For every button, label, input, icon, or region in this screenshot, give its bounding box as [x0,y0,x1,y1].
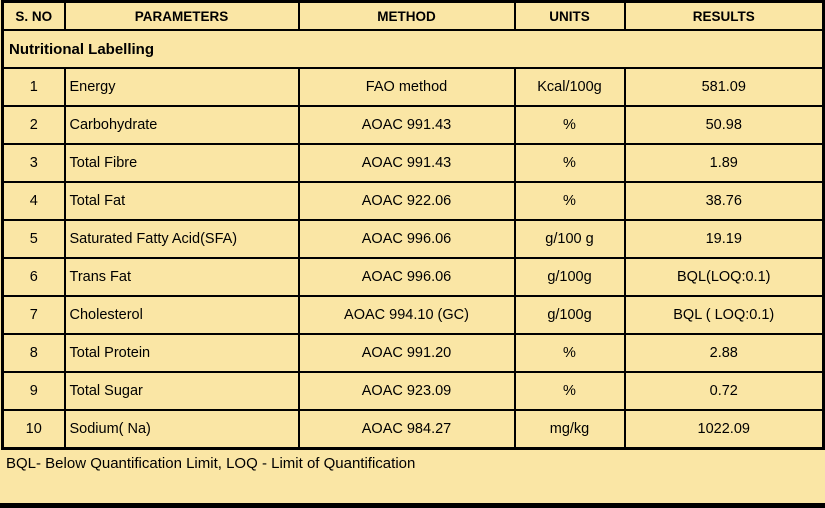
cell-units: % [515,372,625,410]
cell-result: 1.89 [625,144,824,182]
cell-units: g/100g [515,296,625,334]
table-row [3,182,824,220]
cell-result: 0.72 [625,372,824,410]
col-header-sno: S. NO [3,2,65,31]
table-row [3,334,824,372]
cell-sno: 5 [3,220,65,258]
cell-result: BQL ( LOQ:0.1) [625,296,824,334]
footnote: BQL- Below Quantification Limit, LOQ - Limit of Quantification [6,455,416,472]
cell-method: AOAC 994.10 (GC) [299,296,515,334]
cell-sno: 4 [3,182,65,220]
cell-result: 19.19 [625,220,824,258]
col-header-results: RESULTS [625,2,824,31]
cell-units: mg/kg [515,410,625,449]
cell-method: AOAC 922.06 [299,182,515,220]
cell-units: g/100 g [515,220,625,258]
cell-units: % [515,334,625,372]
cell-method: AOAC 996.06 [299,258,515,296]
table-header [3,2,824,69]
cell-parameter: Trans Fat [65,258,299,296]
cell-result: BQL(LOQ:0.1) [625,258,824,296]
cell-method: AOAC 991.20 [299,334,515,372]
cell-parameter: Carbohydrate [65,106,299,144]
cell-sno: 3 [3,144,65,182]
table-row [3,410,824,449]
header-row [3,2,824,31]
cell-parameter: Cholesterol [65,296,299,334]
cell-parameter: Saturated Fatty Acid(SFA) [65,220,299,258]
table-row [3,220,824,258]
cell-sno: 6 [3,258,65,296]
cell-sno: 2 [3,106,65,144]
table-row [3,258,824,296]
cell-result: 2.88 [625,334,824,372]
cell-method: AOAC 991.43 [299,106,515,144]
cell-method: AOAC 991.43 [299,144,515,182]
section-header-label: Nutritional Labelling [3,30,824,68]
table-body [3,68,824,449]
cell-parameter: Energy [65,68,299,106]
cell-sno: 7 [3,296,65,334]
cell-parameter: Total Fibre [65,144,299,182]
section-row [3,30,824,68]
cell-result: 38.76 [625,182,824,220]
cell-sno: 8 [3,334,65,372]
cell-parameter: Sodium( Na) [65,410,299,449]
table-row [3,372,824,410]
cell-method: AOAC 984.27 [299,410,515,449]
table-row [3,106,824,144]
cell-units: % [515,144,625,182]
nutritional-results-table [1,0,825,450]
col-header-units: UNITS [515,2,625,31]
cell-parameter: Total Sugar [65,372,299,410]
cell-units: Kcal/100g [515,68,625,106]
cell-method: AOAC 923.09 [299,372,515,410]
cell-method: FAO method [299,68,515,106]
cell-sno: 1 [3,68,65,106]
bottom-bar [0,503,825,508]
cell-parameter: Total Protein [65,334,299,372]
col-header-parameters: PARAMETERS [65,2,299,31]
cell-result: 581.09 [625,68,824,106]
table-row [3,68,824,106]
cell-units: g/100g [515,258,625,296]
cell-sno: 10 [3,410,65,449]
cell-sno: 9 [3,372,65,410]
cell-result: 50.98 [625,106,824,144]
table-row [3,296,824,334]
cell-units: % [515,106,625,144]
col-header-method: METHOD [299,2,515,31]
table-row [3,144,824,182]
cell-method: AOAC 996.06 [299,220,515,258]
cell-units: % [515,182,625,220]
cell-result: 1022.09 [625,410,824,449]
cell-parameter: Total Fat [65,182,299,220]
